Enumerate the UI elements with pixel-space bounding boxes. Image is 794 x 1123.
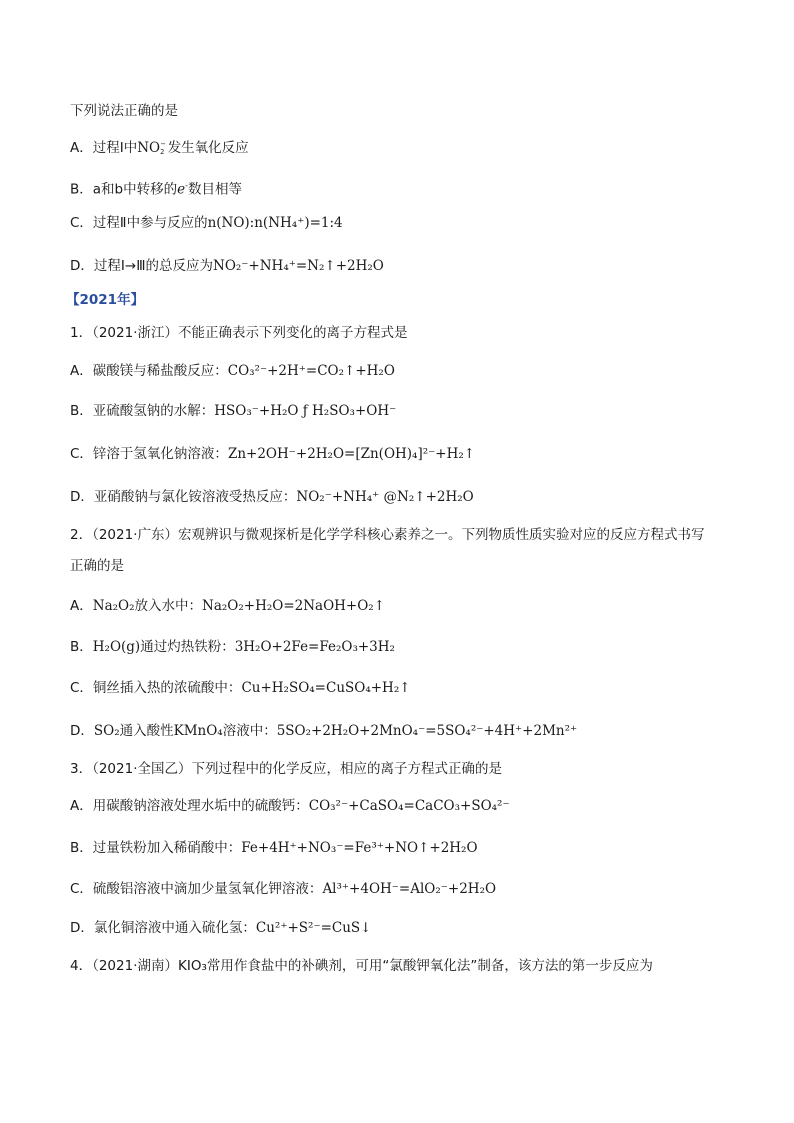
q3-option-d xyxy=(70,918,371,938)
q2-a-label: A． xyxy=(70,598,93,614)
q3-b-formula: Fe+4H⁺+NO₃⁻=Fe³⁺+NO↑+2H₂O xyxy=(241,840,478,856)
q2-b-label: B． xyxy=(70,639,93,655)
q1-b-label: B．亚硫酸氢钠的水解： xyxy=(70,403,215,419)
q1-d-label: D．亚硝酸钠与氯化铵溶液受热反应： xyxy=(70,489,297,505)
option-a-chem: NO xyxy=(137,140,161,156)
question-prompt: 下列说法正确的是 xyxy=(70,103,178,119)
q1-option-b xyxy=(70,401,396,421)
q1-b-formula: HSO₃⁻+H₂O ƒ H₂SO₃+OH⁻ xyxy=(214,403,397,419)
q3-d-formula: Cu²⁺+S²⁻=CuS↓ xyxy=(255,920,372,936)
q2-d-formula: SO₂通入酸性KMnO₄溶液中：5SO₂+2H₂O+2MnO₄⁻=5SO₄²⁻+4H⁺+2Mn²⁺ xyxy=(93,723,578,739)
q1-a-label: A．碳酸镁与稀盐酸反应： xyxy=(70,363,228,379)
q3-c-formula: Al³⁺+4OH⁻=AlO₂⁻+2H₂O xyxy=(322,881,497,897)
q1-d-formula: NO₂⁻+NH₄⁺ @N₂↑+2H₂O xyxy=(296,489,474,505)
option-b-chem: e xyxy=(177,181,186,198)
q2-a-formula: Na₂O₂放入水中：Na₂O₂+H₂O=2NaOH+O₂↑ xyxy=(92,598,386,614)
q2-option-b xyxy=(70,637,395,657)
q3-b-label: B．过量铁粉加入稀硝酸中： xyxy=(70,840,242,856)
q1-c-formula: Zn+2OH⁻+2H₂O=[Zn(OH)₄]²⁻+H₂↑ xyxy=(227,446,476,462)
option-a-sup: − xyxy=(160,140,166,148)
q2-stem-line1: 2．（2021·广东）宏观辨识与微观探析是化学学科核心素养之一。下列物质性质实验对应的反应方程式书写 xyxy=(70,527,705,543)
q3-option-a xyxy=(70,796,510,816)
q1-stem: 1．（2021·浙江）不能正确表示下列变化的离子方程式是 xyxy=(70,325,408,341)
q1-a-formula: CO₃²⁻+2H⁺=CO₂↑+H₂O xyxy=(227,363,395,379)
option-a-sub: 2 xyxy=(160,148,165,156)
option-b xyxy=(70,176,242,200)
q3-a-formula: CO₃²⁻+CaSO₄=CaCO₃+SO₄²⁻ xyxy=(308,798,510,814)
q3-stem: 3．（2021·全国乙）下列过程中的化学反应，相应的离子方程式正确的是 xyxy=(70,761,502,777)
q2-b-formula: H₂O(g)通过灼热铁粉：3H₂O+2Fe=Fe₂O₃+3H₂ xyxy=(92,639,395,655)
q2-option-c xyxy=(70,678,411,698)
q4-stem: 4．（2021·湖南）KIO₃常用作食盐中的补碘剂，可用“氯酸钾氧化法”制备，该方法的第一步反应为 xyxy=(70,958,653,974)
option-c-label: C．过程Ⅱ中参与反应的 xyxy=(70,215,208,231)
option-d-label: D．过程Ⅰ→Ⅲ的总反应为 xyxy=(70,258,213,274)
q1-option-d xyxy=(70,487,474,507)
q3-c-label: C．硫酸铝溶液中滴加少量氢氧化钾溶液： xyxy=(70,881,323,897)
option-d-formula: NO₂⁻+NH₄⁺=N₂↑+2H₂O xyxy=(213,258,384,274)
q2-d-label: D． xyxy=(70,723,94,739)
q3-a-label: A．用碳酸钠溶液处理水垢中的硫酸钙： xyxy=(70,798,309,814)
option-b-sup: - xyxy=(185,181,188,190)
q2-option-a xyxy=(70,596,385,616)
option-c-formula: n(NO):n(NH₄⁺)=1:4 xyxy=(207,215,343,231)
option-b-label: B．a和b中转移的 xyxy=(70,181,178,198)
q1-c-label: C．锌溶于氢氧化钠溶液： xyxy=(70,446,228,462)
q1-option-a xyxy=(70,361,395,381)
q2-c-label: C．铜丝插入热的浓硫酸中： xyxy=(70,680,242,696)
q3-option-c xyxy=(70,879,496,899)
q3-option-b xyxy=(70,838,478,858)
option-d xyxy=(70,256,384,276)
q3-d-label: D．氯化铜溶液中通入硫化氢： xyxy=(70,920,256,936)
option-b-tail: 数目相等 xyxy=(188,181,242,198)
q2-option-d xyxy=(70,721,577,741)
option-a-tail: 发生氧化反应 xyxy=(167,140,249,156)
option-a xyxy=(70,138,249,158)
option-a-label: A．过程Ⅰ中 xyxy=(70,140,138,156)
q2-c-formula: Cu+H₂SO₄=CuSO₄+H₂↑ xyxy=(241,680,411,696)
option-c xyxy=(70,213,343,233)
year-heading: 【2021年】 xyxy=(66,292,145,308)
q1-option-c xyxy=(70,444,475,464)
q2-stem-line2: 正确的是 xyxy=(70,558,124,574)
